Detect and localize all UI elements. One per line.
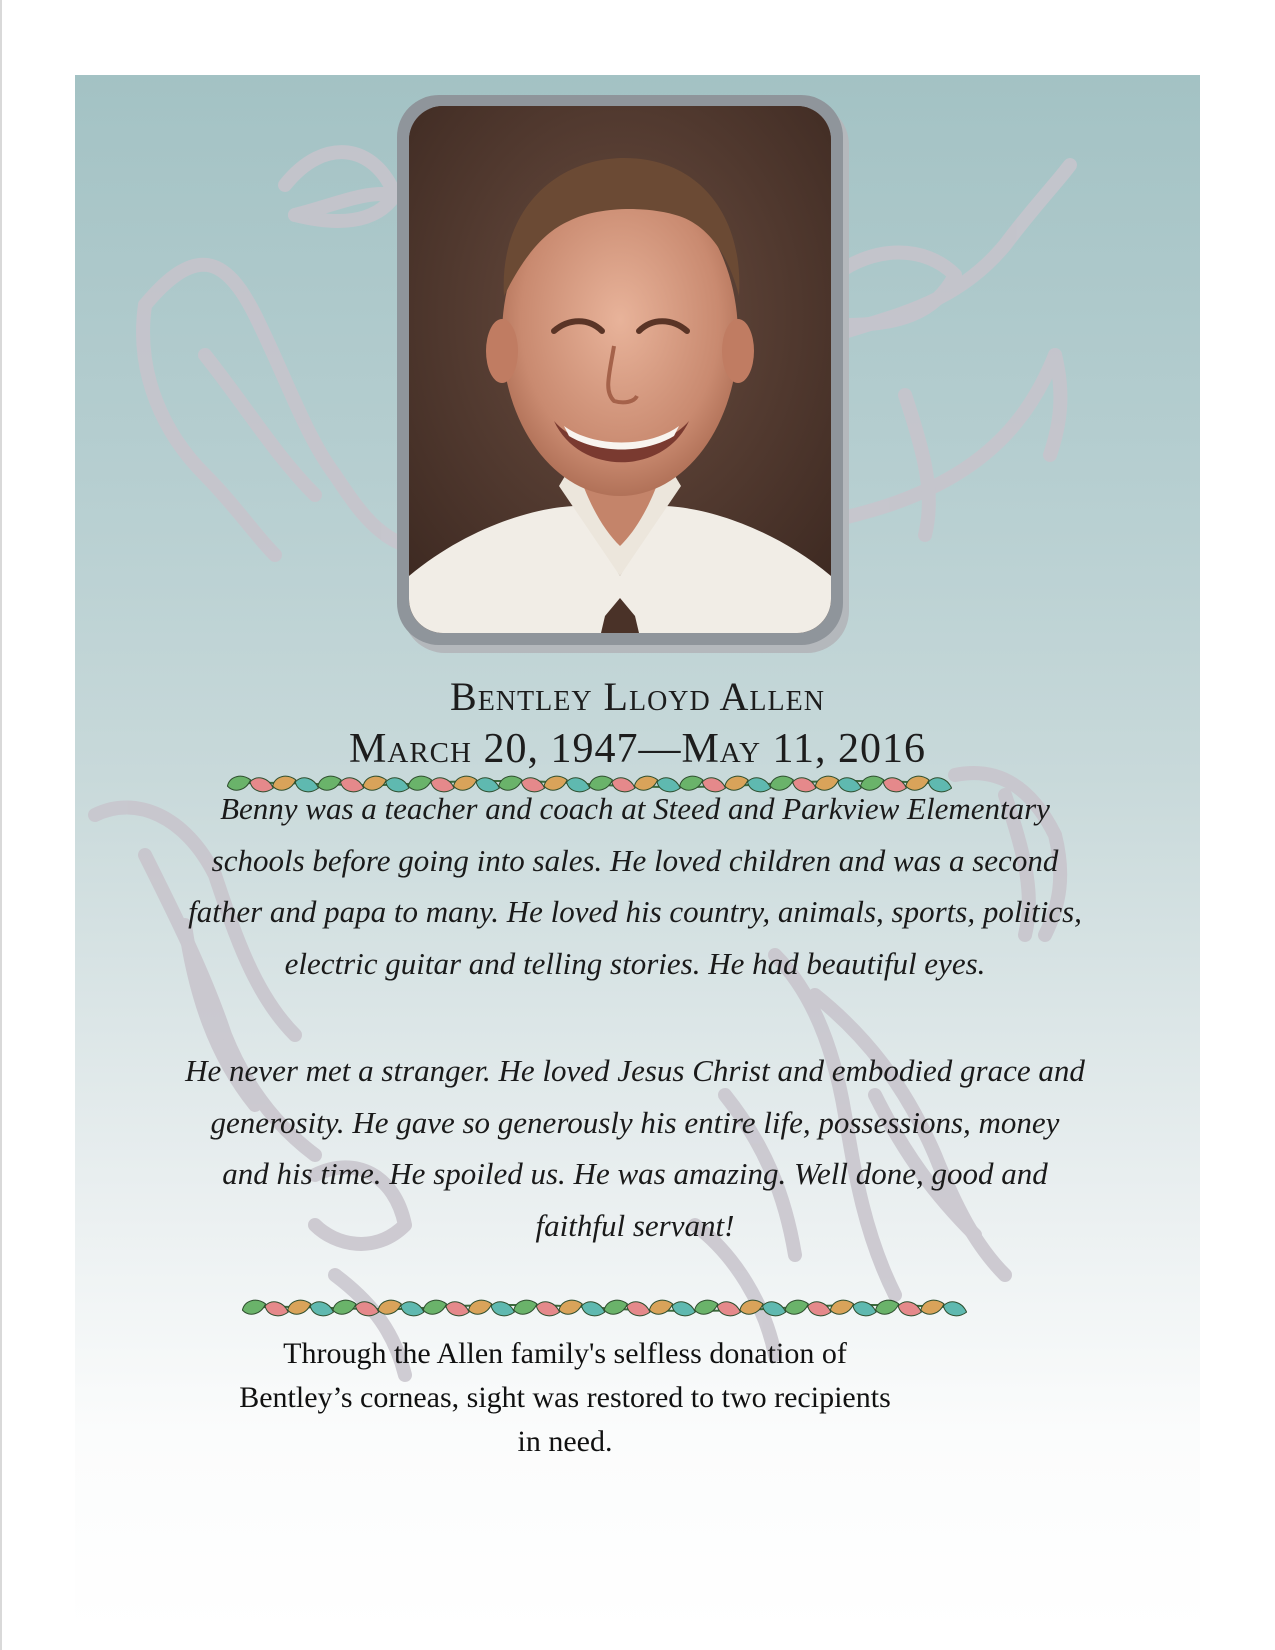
- memorial-card: [75, 75, 1200, 1635]
- garland-leaf: [580, 1299, 607, 1318]
- garland-leaf: [919, 1297, 946, 1316]
- garland-leaf: [738, 1297, 765, 1316]
- garland-leaf: [242, 1297, 267, 1316]
- garland-leaf: [874, 1297, 901, 1316]
- garland-leaf: [309, 1299, 336, 1318]
- garland-leaf: [557, 1297, 584, 1316]
- garland-leaf: [648, 1297, 675, 1316]
- portrait-illustration: [409, 106, 831, 633]
- garland-leaf: [829, 1297, 856, 1316]
- garland-leaf: [489, 1299, 516, 1318]
- garland-leaf: [535, 1299, 562, 1318]
- garland-leaf: [444, 1299, 471, 1318]
- garland-leaf: [422, 1297, 449, 1316]
- garland-leaf: [467, 1297, 494, 1316]
- garland-leaf: [331, 1297, 358, 1316]
- garland-leaf: [670, 1299, 697, 1318]
- garland-leaf: [783, 1297, 810, 1316]
- portrait-frame: [397, 95, 843, 645]
- garland-leaf: [896, 1299, 923, 1318]
- memorial-name: Bentley Lloyd Allen: [450, 674, 825, 719]
- garland-leaf: [761, 1299, 788, 1318]
- garland-leaf: [716, 1299, 743, 1318]
- garland-leaf: [942, 1299, 967, 1318]
- garland-leaf: [399, 1299, 426, 1318]
- tribute-paragraph-1: Benny was a teacher and coach at Steed and Parkview Elementary schools before going into sales. He loved children and was a second father and papa to many. He loved his country, animals, sports, politics, electric guitar and telling stories. He had beautiful eyes.: [188, 791, 1082, 981]
- garland-leaf: [263, 1299, 290, 1318]
- leaf-garland-divider-bottom: [242, 1295, 967, 1321]
- garland-leaf: [625, 1299, 652, 1318]
- garland-leaf: [286, 1297, 313, 1316]
- garland-leaf: [602, 1297, 629, 1316]
- garland-leaf: [512, 1297, 539, 1316]
- garland-leaf: [354, 1299, 381, 1318]
- portrait-photo: [409, 106, 831, 633]
- garland-leaf: [806, 1299, 833, 1318]
- tribute-paragraph-2: He never met a stranger. He loved Jesus Christ and embodied grace and generosity. He gave so generously his entire life, possessions, money and his time. He spoiled us. He was amazing. Well done, good and faithful servant!: [185, 1053, 1085, 1243]
- page-edge-rule: [0, 0, 2, 1650]
- memorial-dates: March 20, 1947—May 11, 2016: [349, 726, 926, 772]
- garland-leaf: [851, 1299, 878, 1318]
- garland-leaf: [693, 1297, 720, 1316]
- cornea-donation-note: Through the Allen family's selfless donation of Bentley’s corneas, sight was restored to two recipients in need.: [239, 1337, 891, 1458]
- garland-leaf: [376, 1297, 403, 1316]
